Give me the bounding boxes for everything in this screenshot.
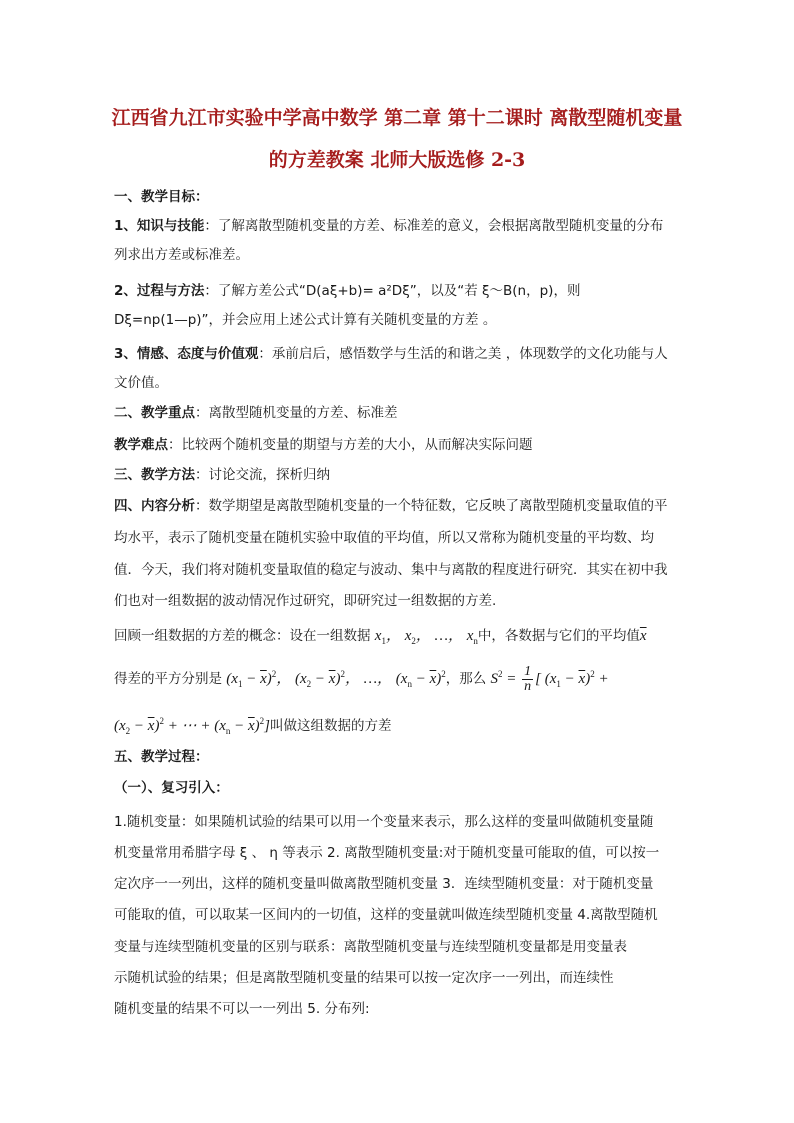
formula-mean: $\overline{x}$: [639, 628, 647, 644]
goal-process-text: ：了解方差公式“D(aξ+b)= a²Dξ”，以及“若 ξ～B(n，p)，则: [204, 283, 581, 299]
method-label: 三、教学方法: [114, 467, 195, 483]
goal-emotion-cont: 文价值。: [114, 375, 168, 391]
analysis-line-4: 们也对一组数据的波动情况作过研究，即研究过一组数据的方差.: [114, 593, 497, 609]
goal-knowledge-cont: 列求出方差或标准差。: [114, 247, 249, 263]
formula-data-list: $x_1$， $x_2$， …， $x_n$: [374, 628, 478, 646]
subsection-review-heading: （一）、复习引入：: [114, 780, 229, 796]
review-line-2: [114, 664, 684, 694]
analysis-line-1: [114, 496, 684, 516]
section-process-heading: 五、教学过程：: [114, 749, 209, 765]
goal-process-cont: Dξ=np(1—p)”，并会应用上述公式计算有关随机变量的方差 。: [114, 312, 497, 328]
review-text-3: 得差的平方分别是: [114, 671, 222, 687]
difficulty: [114, 435, 684, 455]
goal-knowledge-text: ：了解离散型随机变量的方差、标准差的意义，会根据离散型随机变量的分布: [204, 218, 664, 234]
difficulty-label: 教学难点: [114, 437, 168, 453]
goal-emotion: [114, 344, 684, 364]
review-item-line-3: 定次序一一列出，这样的随机变量叫做离散型随机变量 3．连续型随机变量：对于随机变量: [114, 876, 654, 892]
method: [114, 465, 684, 485]
formula-squared-deviations: $(x_1 - \overline{x})^2$， $(x_2 - \overline{x})^2$， …， $(x_n - \overline{x})^2$: [226, 669, 446, 689]
formula-variance-end: $(x_2 - \overline{x})^2$ + ⋯ + $(x_n - \overline{x})^2$]: [114, 716, 270, 736]
method-text: ：讨论交流，探析归纳: [195, 467, 330, 483]
section-goals-heading: 一、教学目标：: [114, 189, 209, 205]
goal-process-label: 2、过程与方法: [114, 283, 205, 299]
document-title-line-1: 江西省九江市实验中学高中数学 第二章 第十二课时 离散型随机变量: [111, 107, 683, 129]
key-point-label: 二、教学重点: [114, 405, 195, 421]
review-item-line-7: 随机变量的结果不可以一一列出 5. 分布列:: [114, 1001, 370, 1017]
formula-variance-start: $S^2$ = $\frac{1}{n}$ [ $(x_1 - \overline{x})^2$ +: [490, 664, 609, 695]
review-line-1: [114, 626, 684, 651]
analysis-line-2: 均水平，表示了随机变量在随机实验中取值的平均值，所以又常称为随机变量的平均数、均: [114, 530, 654, 546]
review-text-2: 中，各数据与它们的平均值: [477, 628, 640, 644]
review-item-line-6: 示随机试验的结果；但是离散型随机变量的结果可以按一定次序一一列出，而连续性: [114, 970, 614, 986]
review-item-line-4: 可能取的值，可以取某一区间内的一切值，这样的变量就叫做连续型随机变量 4.离散型随机: [114, 907, 658, 923]
review-item-line-1: 1.随机变量：如果随机试验的结果可以用一个变量来表示，那么这样的变量叫做随机变量随: [114, 814, 654, 830]
review-text-5: 叫做这组数据的方差: [270, 718, 392, 734]
review-text-1: 回顾一组数据的方差的概念：设在一组数据: [114, 628, 371, 644]
analysis-label: 四、内容分析: [114, 498, 195, 514]
analysis-line-3: 值．今天，我们将对随机变量取值的稳定与波动、集中与离散的程度进行研究．其实在初中我: [114, 562, 668, 578]
goal-process: [114, 281, 684, 301]
review-item-line-5: 变量与连续型随机变量的区别与联系：离散型随机变量与连续型随机变量都是用变量表: [114, 939, 627, 955]
difficulty-text: ：比较两个随机变量的期望与方差的大小，从而解决实际问题: [168, 437, 533, 453]
review-text-4: ，那么: [445, 671, 487, 687]
analysis-text: ：数学期望是离散型随机变量的一个特征数，它反映了离散型随机变量取值的平: [195, 498, 668, 514]
goal-knowledge-label: 1、知识与技能: [114, 218, 205, 234]
review-line-3: [114, 711, 684, 741]
review-item-line-2: 机变量常用希腊字母 ξ 、 η 等表示 2. 离散型随机变量:对于随机变量可能取的值，可以按一: [114, 845, 660, 861]
goal-emotion-label: 3、情感、态度与价值观: [114, 346, 259, 362]
goal-emotion-text: ：承前启后，感悟数学与生活的和谐之美 ，体现数学的文化功能与人: [258, 346, 668, 362]
goal-knowledge: [114, 216, 684, 236]
key-point: [114, 403, 684, 423]
document-title-line-2: 的方差教案 北师大版选修 2-3: [268, 149, 526, 171]
key-point-text: ：离散型随机变量的方差、标准差: [195, 405, 398, 421]
